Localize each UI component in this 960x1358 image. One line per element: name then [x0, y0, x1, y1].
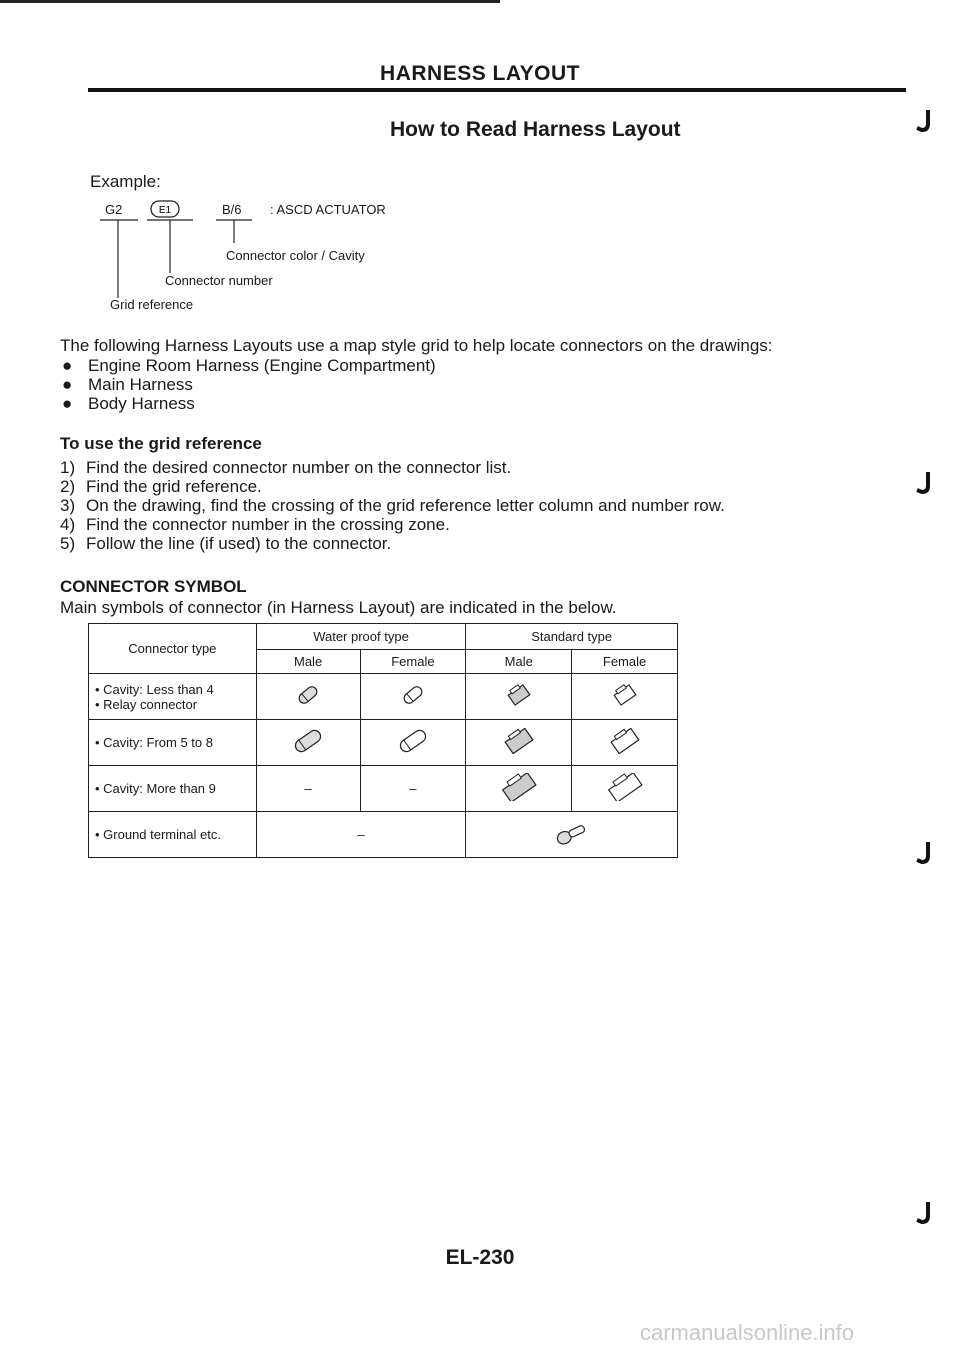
watermark: carmanualsonline.info — [640, 1320, 855, 1345]
top-border-line — [0, 0, 500, 3]
standard-male-medium-icon — [503, 728, 535, 754]
header-wp-female: Female — [360, 650, 466, 674]
margin-mark-icon — [914, 1200, 936, 1226]
header-std-male: Male — [466, 650, 572, 674]
empty-cell-dash: – — [360, 766, 466, 812]
page-title: HARNESS LAYOUT — [380, 62, 580, 85]
connector-symbol-table — [88, 623, 678, 858]
example-connector: E1 — [158, 205, 172, 216]
standard-female-medium-icon — [609, 728, 641, 754]
table-row — [89, 766, 678, 812]
list-item: 4) Find the connector number in the crossing zone. — [60, 515, 450, 534]
row-label-2: • Relay connector — [95, 696, 198, 712]
row-label: • Cavity: Less than 4 — [95, 681, 214, 697]
example-label: Example: — [90, 172, 161, 191]
header-wp-male: Male — [256, 650, 360, 674]
table-row — [89, 720, 678, 766]
standard-male-small-icon — [505, 683, 533, 707]
standard-female-large-icon — [607, 773, 643, 801]
header-water-proof: Water proof type — [256, 624, 466, 650]
harness-list — [62, 356, 436, 413]
table-row — [89, 674, 678, 720]
waterproof-male-small-icon — [294, 684, 322, 706]
margin-mark-icon — [914, 840, 936, 866]
example-connector-name: : ASCD ACTUATOR — [270, 202, 386, 217]
title-rule — [88, 88, 906, 92]
intro-text: The following Harness Layouts use a map style grid to help locate connectors on the drawings: — [60, 336, 773, 355]
waterproof-male-medium-icon — [291, 729, 325, 753]
list-item: ● Body Harness — [62, 394, 195, 413]
example-leader-lines — [90, 218, 270, 308]
legend-color-cavity: Connector color / Cavity — [226, 248, 365, 263]
grid-reference-heading: To use the grid reference — [60, 434, 262, 453]
margin-mark-icon — [914, 108, 936, 134]
row-label: • Cavity: From 5 to 8 — [89, 720, 257, 766]
standard-male-large-icon — [501, 773, 537, 801]
standard-female-small-icon — [611, 683, 639, 707]
list-item: 1) Find the desired connector number on the connector list. — [60, 458, 512, 477]
list-item: 5) Follow the line (if used) to the connector. — [60, 534, 392, 553]
section-title: How to Read Harness Layout — [390, 118, 681, 141]
legend-connector-number: Connector number — [165, 273, 273, 288]
example-grid: G2 — [105, 202, 123, 217]
legend-grid-reference: Grid reference — [110, 297, 194, 312]
page-number: EL-230 — [445, 1246, 515, 1269]
header-std-female: Female — [572, 650, 678, 674]
list-item: 2) Find the grid reference. — [60, 477, 262, 496]
list-item: ● Main Harness — [62, 375, 193, 394]
list-item: 3) On the drawing, find the crossing of the grid reference letter column and number row. — [60, 496, 725, 515]
ground-terminal-icon — [552, 821, 592, 845]
connector-number-symbol — [150, 200, 180, 218]
empty-cell-dash: – — [256, 812, 466, 858]
header-standard: Standard type — [466, 624, 678, 650]
list-item: ● Engine Room Harness (Engine Compartment) — [62, 356, 436, 375]
empty-cell-dash: – — [256, 766, 360, 812]
waterproof-female-medium-icon — [396, 729, 430, 753]
example-color-cavity: B/6 — [222, 202, 242, 217]
connector-symbol-heading: CONNECTOR SYMBOL — [60, 577, 247, 596]
row-label: • Ground terminal etc. — [89, 812, 257, 858]
row-label: • Cavity: More than 9 — [89, 766, 257, 812]
table-row — [89, 812, 678, 858]
connector-symbol-text: Main symbols of connector (in Harness Layout) are indicated in the below. — [60, 598, 617, 617]
waterproof-female-small-icon — [399, 684, 427, 706]
header-connector-type: Connector type — [89, 624, 257, 674]
margin-mark-icon — [914, 470, 936, 496]
grid-reference-steps — [60, 458, 725, 553]
